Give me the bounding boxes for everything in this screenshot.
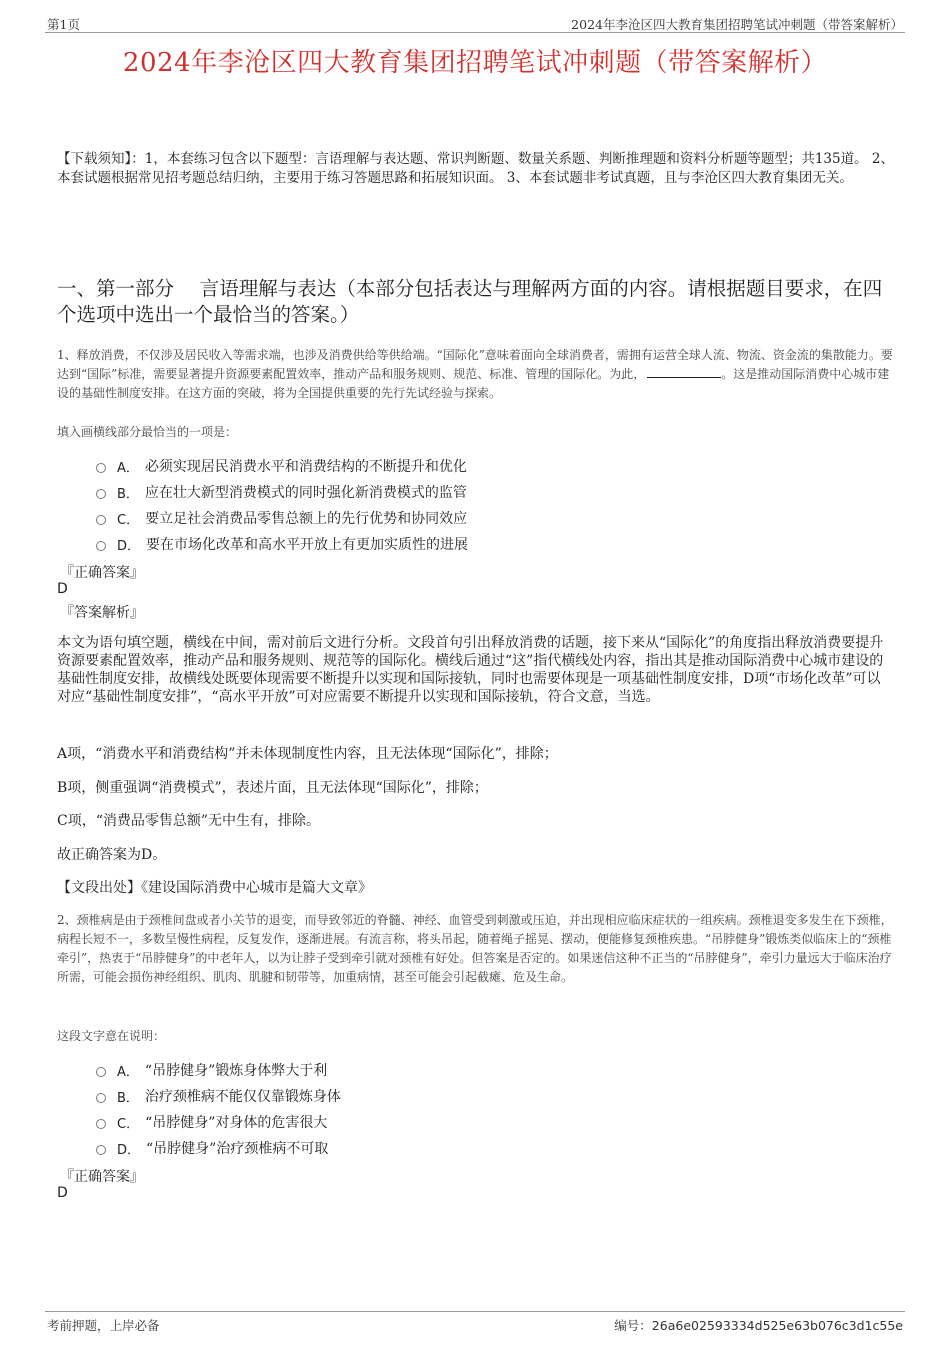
option-text: 要立足社会消费品零售总额上的先行优势和协同效应	[145, 511, 468, 527]
option-b[interactable]	[96, 479, 796, 505]
option-d[interactable]	[96, 1135, 796, 1161]
correct-answer-label: 『正确答案』	[60, 565, 144, 581]
option-c[interactable]	[96, 505, 796, 531]
question-1-text	[57, 346, 899, 403]
question-1-prompt: 填入画横线部分最恰当的一项是：	[57, 425, 238, 439]
option-c[interactable]	[96, 1109, 796, 1135]
option-text: “吊脖健身”对身体的危害很大	[145, 1115, 328, 1131]
radio-icon[interactable]	[96, 1145, 106, 1155]
section-title: 一、第一部分 言语理解与表达（本部分包括表达与理解两方面的内容。请根据题目要求，在四个选项中选出一个最恰当的答案。）	[57, 277, 883, 326]
option-a[interactable]	[96, 1057, 796, 1083]
footer-slogan: 考前押题，上岸必备	[47, 1318, 160, 1333]
question-2-options	[96, 1057, 796, 1161]
option-letter: A．	[117, 1064, 139, 1080]
passage-source: 【文段出处】《建设国际消费中心城市是篇大文章》	[57, 880, 372, 896]
correct-answer: D	[57, 581, 68, 597]
option-a[interactable]	[96, 453, 796, 479]
question-1-text-before: 1、释放消费，不仅涉及居民收入等需求端，也涉及消费供给等供给端。“国际化”意味着面向全球消费者，需拥有运营全球人流、物流、资金流的集散能力。要达到“国际”标准，需要显著提升资源要素配置效率，推动产品和服务规则、规范、标准、管理的国际化。为此，	[57, 348, 893, 381]
radio-icon[interactable]	[96, 1067, 106, 1077]
fill-blank	[647, 365, 721, 378]
analysis-text: 本文为语句填空题，横线在中间，需对前后文进行分析。文段首句引出释放消费的话题，接下来从“国际化”的角度指出释放消费要提升资源要素配置效率，推动产品和服务规则、规范等的国际化。横线后通过“这”指代横线处内容，指出其是推动国际消费中心城市建设的基础性制度安排，故横线处既要体现需要不断提升以实现和国际接轨，同时也需要体现是一项基础性制度安排，D项“市场化改革”可以对应“基础性制度安排”，“高水平开放”可对应需要不断提升以实现和国际接轨，符合文意，当选。	[57, 635, 884, 705]
footer-code-value: 26a6e02593334d525e63b076c3d1c55e	[651, 1318, 903, 1333]
correct-answer-label: 『正确答案』	[60, 1169, 144, 1185]
option-text: 要在市场化改革和高水平开放上有更加实质性的进展	[146, 537, 469, 553]
option-letter: D．	[117, 1142, 141, 1158]
option-text: 治疗颈椎病不能仅仅靠锻炼身体	[144, 1089, 341, 1105]
analysis-option-b: B项，侧重强调“消费模式”，表述片面，且无法体现“国际化”，排除；	[57, 780, 488, 796]
question-2-prompt: 这段文字意在说明：	[57, 1029, 166, 1043]
radio-icon[interactable]	[96, 463, 106, 473]
option-d[interactable]	[96, 531, 796, 557]
option-letter: C．	[117, 1116, 140, 1132]
option-text: 应在壮大新型消费模式的同时强化新消费模式的监管	[144, 485, 467, 501]
footer-code	[614, 1316, 903, 1334]
page-header	[45, 12, 905, 33]
radio-icon[interactable]	[96, 1119, 106, 1129]
analysis-option-a: A项，“消费水平和消费结构”并未体现制度性内容，且无法体现“国际化”，排除；	[57, 746, 558, 762]
option-letter: D．	[117, 538, 141, 554]
option-letter: C．	[117, 512, 140, 528]
option-b[interactable]	[96, 1083, 796, 1109]
radio-icon[interactable]	[96, 515, 106, 525]
option-text: “吊脖健身”治疗颈椎病不可取	[146, 1141, 329, 1157]
analysis-label: 『答案解析』	[60, 605, 144, 621]
question-2-text: 2、颈椎病是由于颈椎间盘或者小关节的退变，而导致邻近的脊髓、神经、血管受到刺激或压迫，并出现相应临床症状的一组疾病。颈椎退变多发生在下颈椎，病程长短不一，多数呈慢性病程，反复发作，逐渐进展。有流言称，将头吊起，随着绳子摇晃、摆动，便能修复颈椎疾患。“吊脖健身”锻炼类似临床上的“颈椎牵引”，热衷于“吊脖健身”的中老年人，以为让脖子受到牵引就对颈椎有好处。但答案是否定的。如果迷信这种不正当的“吊脖健身”，牵引力量远大于临床治疗所需，可能会损伤神经组织、肌肉、肌腱和韧带等，加重病情，甚至可能会引起截瘫、危及生命。	[57, 913, 893, 984]
option-text: 必须实现居民消费水平和消费结构的不断提升和优化	[144, 459, 467, 475]
page-title: 2024年李沧区四大教育集团招聘笔试冲刺题（带答案解析）	[122, 48, 828, 78]
option-letter: B．	[117, 486, 139, 502]
page-footer	[45, 1311, 905, 1336]
radio-icon[interactable]	[96, 489, 106, 499]
question-1-text-after: 。这是推动国际消费中心城市建设的基础性制度安排。在这方面的突破，将为全国提供重要的先行先试经验与探索。	[57, 367, 890, 400]
download-notice: 【下载须知】：1，本套练习包含以下题型：言语理解与表达题、常识判断题、数量关系题、判断推理题和资料分析题等题型；共135道。 2、本套试题根据常见招考题总结归纳，主要用于练习答题思路和拓展知识面。 3、本套试题非考试真题，且与李沧区四大教育集团无关。	[57, 151, 894, 186]
radio-icon[interactable]	[96, 541, 106, 551]
option-letter: B．	[117, 1090, 139, 1106]
header-doc-title: 2024年李沧区四大教育集团招聘笔试冲刺题（带答案解析）	[571, 17, 903, 32]
question-1-options	[96, 453, 796, 557]
correct-answer: D	[57, 1185, 68, 1201]
footer-code-label: 编号：	[614, 1318, 652, 1333]
page-number: 第1页	[47, 17, 80, 32]
radio-icon[interactable]	[96, 1093, 106, 1103]
analysis-option-c: C项，“消费品零售总额”无中生有，排除。	[57, 813, 321, 829]
option-text: “吊脖健身”锻炼身体弊大于利	[144, 1063, 328, 1079]
analysis-conclusion: 故正确答案为D。	[57, 847, 167, 863]
option-letter: A．	[117, 460, 139, 476]
